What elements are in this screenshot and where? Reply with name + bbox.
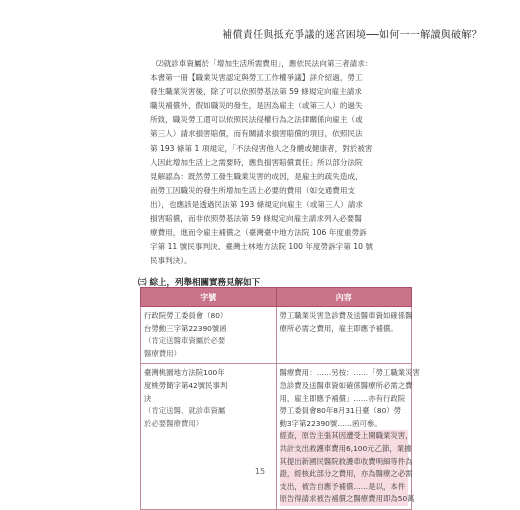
content-line: 療所必需之費用，雇主即應予補償。 (279, 323, 398, 333)
running-title: 補償責任與抵充爭議的迷宮困境──如何一一解讀與破解？ (222, 30, 482, 41)
paragraph-line: 民事判決）。 (150, 256, 192, 266)
reference-note-line: （肯定送醫車資屬於必要 (144, 336, 226, 346)
reference-line: 決 (144, 393, 152, 403)
paragraph-line: 見解認為：既然勞工發生職業災害的成因，是雇主的疏失造成， (150, 171, 363, 181)
reference-note-line: 於必要醫療費用） (144, 418, 204, 428)
table-cell-reference (141, 307, 277, 364)
paragraph-line: 損害賠償，而非依照勞基法第 59 條規定向雇主請求列入必要醫 (150, 214, 362, 224)
paragraph-line: 而勞工因職災的發生所增加生活上必要的費用（如交通費用支 (150, 185, 356, 195)
highlighted-line: 其提出新國民醫院救護車收費明細等件為 (279, 456, 413, 466)
highlighted-line: 證，經核此部分之費用，亦為醫療之必需 (279, 469, 413, 479)
content-line: 用，雇主即應予補償」……亦有行政院 (279, 393, 406, 403)
paragraph-line: 第 193 條第 1 項規定，「不法侵害他人之身體或健康者，對於被害 (150, 143, 373, 153)
content-line: 動3字第22390號……函可參。 (279, 418, 382, 428)
paragraph-line: 出），也應該是透過民法第 193 條規定向雇主（或第三人）請求 (150, 199, 363, 209)
paragraph-line: 人因此增加生活上之需要時，應負損害賠償責任」所以部分法院 (150, 157, 363, 167)
paragraph-line: 職災補償外，假如職災的發生，是因為雇主（或第三人）的過失 (150, 101, 363, 111)
paragraph-line: 療費用，進而令雇主補償之（臺灣臺中地方法院 106 年度重勞訴 (150, 228, 367, 238)
content-line: 急診費及送醫車資如確係醫療所必需之費 (279, 380, 413, 390)
paragraph-line: 第三人）請求損害賠償，而有關請求損害賠償的項目，依照民法 (150, 129, 363, 139)
content-line: 醫療費用：……另按：……「勞工職業災害 (279, 368, 420, 378)
body-paragraph (150, 57, 412, 268)
highlighted-line: 支出，被告自應予補償……是以，本件 (279, 481, 406, 491)
reference-note-line: 醫療費用） (144, 348, 181, 358)
paragraph-line: 所致，職災勞工還可以依照民法侵權行為之法律關係向雇主（或 (150, 115, 363, 125)
page-number: 15 (254, 467, 266, 476)
case-table (140, 287, 420, 510)
table-cell-content (276, 364, 420, 510)
content-line: 勞工委員會80年8月31日臺（80）勞 (279, 406, 402, 416)
paragraph-line: 本書第一冊【職業災害認定與勞工工作權爭議】詳介紹過，勞工 (150, 73, 363, 83)
reference-note-line: （肯定送醫、就診車資屬 (144, 406, 226, 416)
table-header-content: 內容 (276, 288, 412, 307)
reference-line: 臺灣桃園地方法院100年 (144, 368, 225, 378)
reference-line: 台勞動三字第22390號函 (144, 323, 227, 333)
highlighted-line: 原告得請求被告補償之醫療費用即為50萬 (279, 494, 415, 504)
paragraph-line: 發生職業災害後，除了可以依照勞基法第 59 條規定向雇主請求 (150, 87, 362, 97)
content-line: 勞工職業災害急診費及送醫車資如確係醫 (279, 311, 413, 320)
highlighted-line: 經查，原告主張其因遭受上開職業災害， (279, 431, 413, 441)
table-cell-content (276, 307, 412, 364)
table-header-reference: 字號 (141, 288, 277, 307)
table-row (141, 364, 412, 510)
highlighted-line: 共計支出救護車費用6,100元乙節，業據 (279, 443, 412, 453)
table-cell-reference (141, 364, 277, 510)
paragraph-line: ⑵就診車資屬於「增加生活所需費用」，應依民法向第三者請求： (156, 59, 373, 68)
reference-line: 度桃勞簡字第42號民事判 (144, 380, 228, 390)
reference-line: 行政院勞工委員會（80） (144, 311, 228, 320)
paragraph-line: 字第 11 號民事判決、臺灣士林地方法院 100 年度勞訴字第 10 號 (150, 242, 373, 252)
section-heading: ㈢ 綜上，列舉相關實務見解如下 (138, 278, 260, 288)
table-row (141, 307, 412, 364)
